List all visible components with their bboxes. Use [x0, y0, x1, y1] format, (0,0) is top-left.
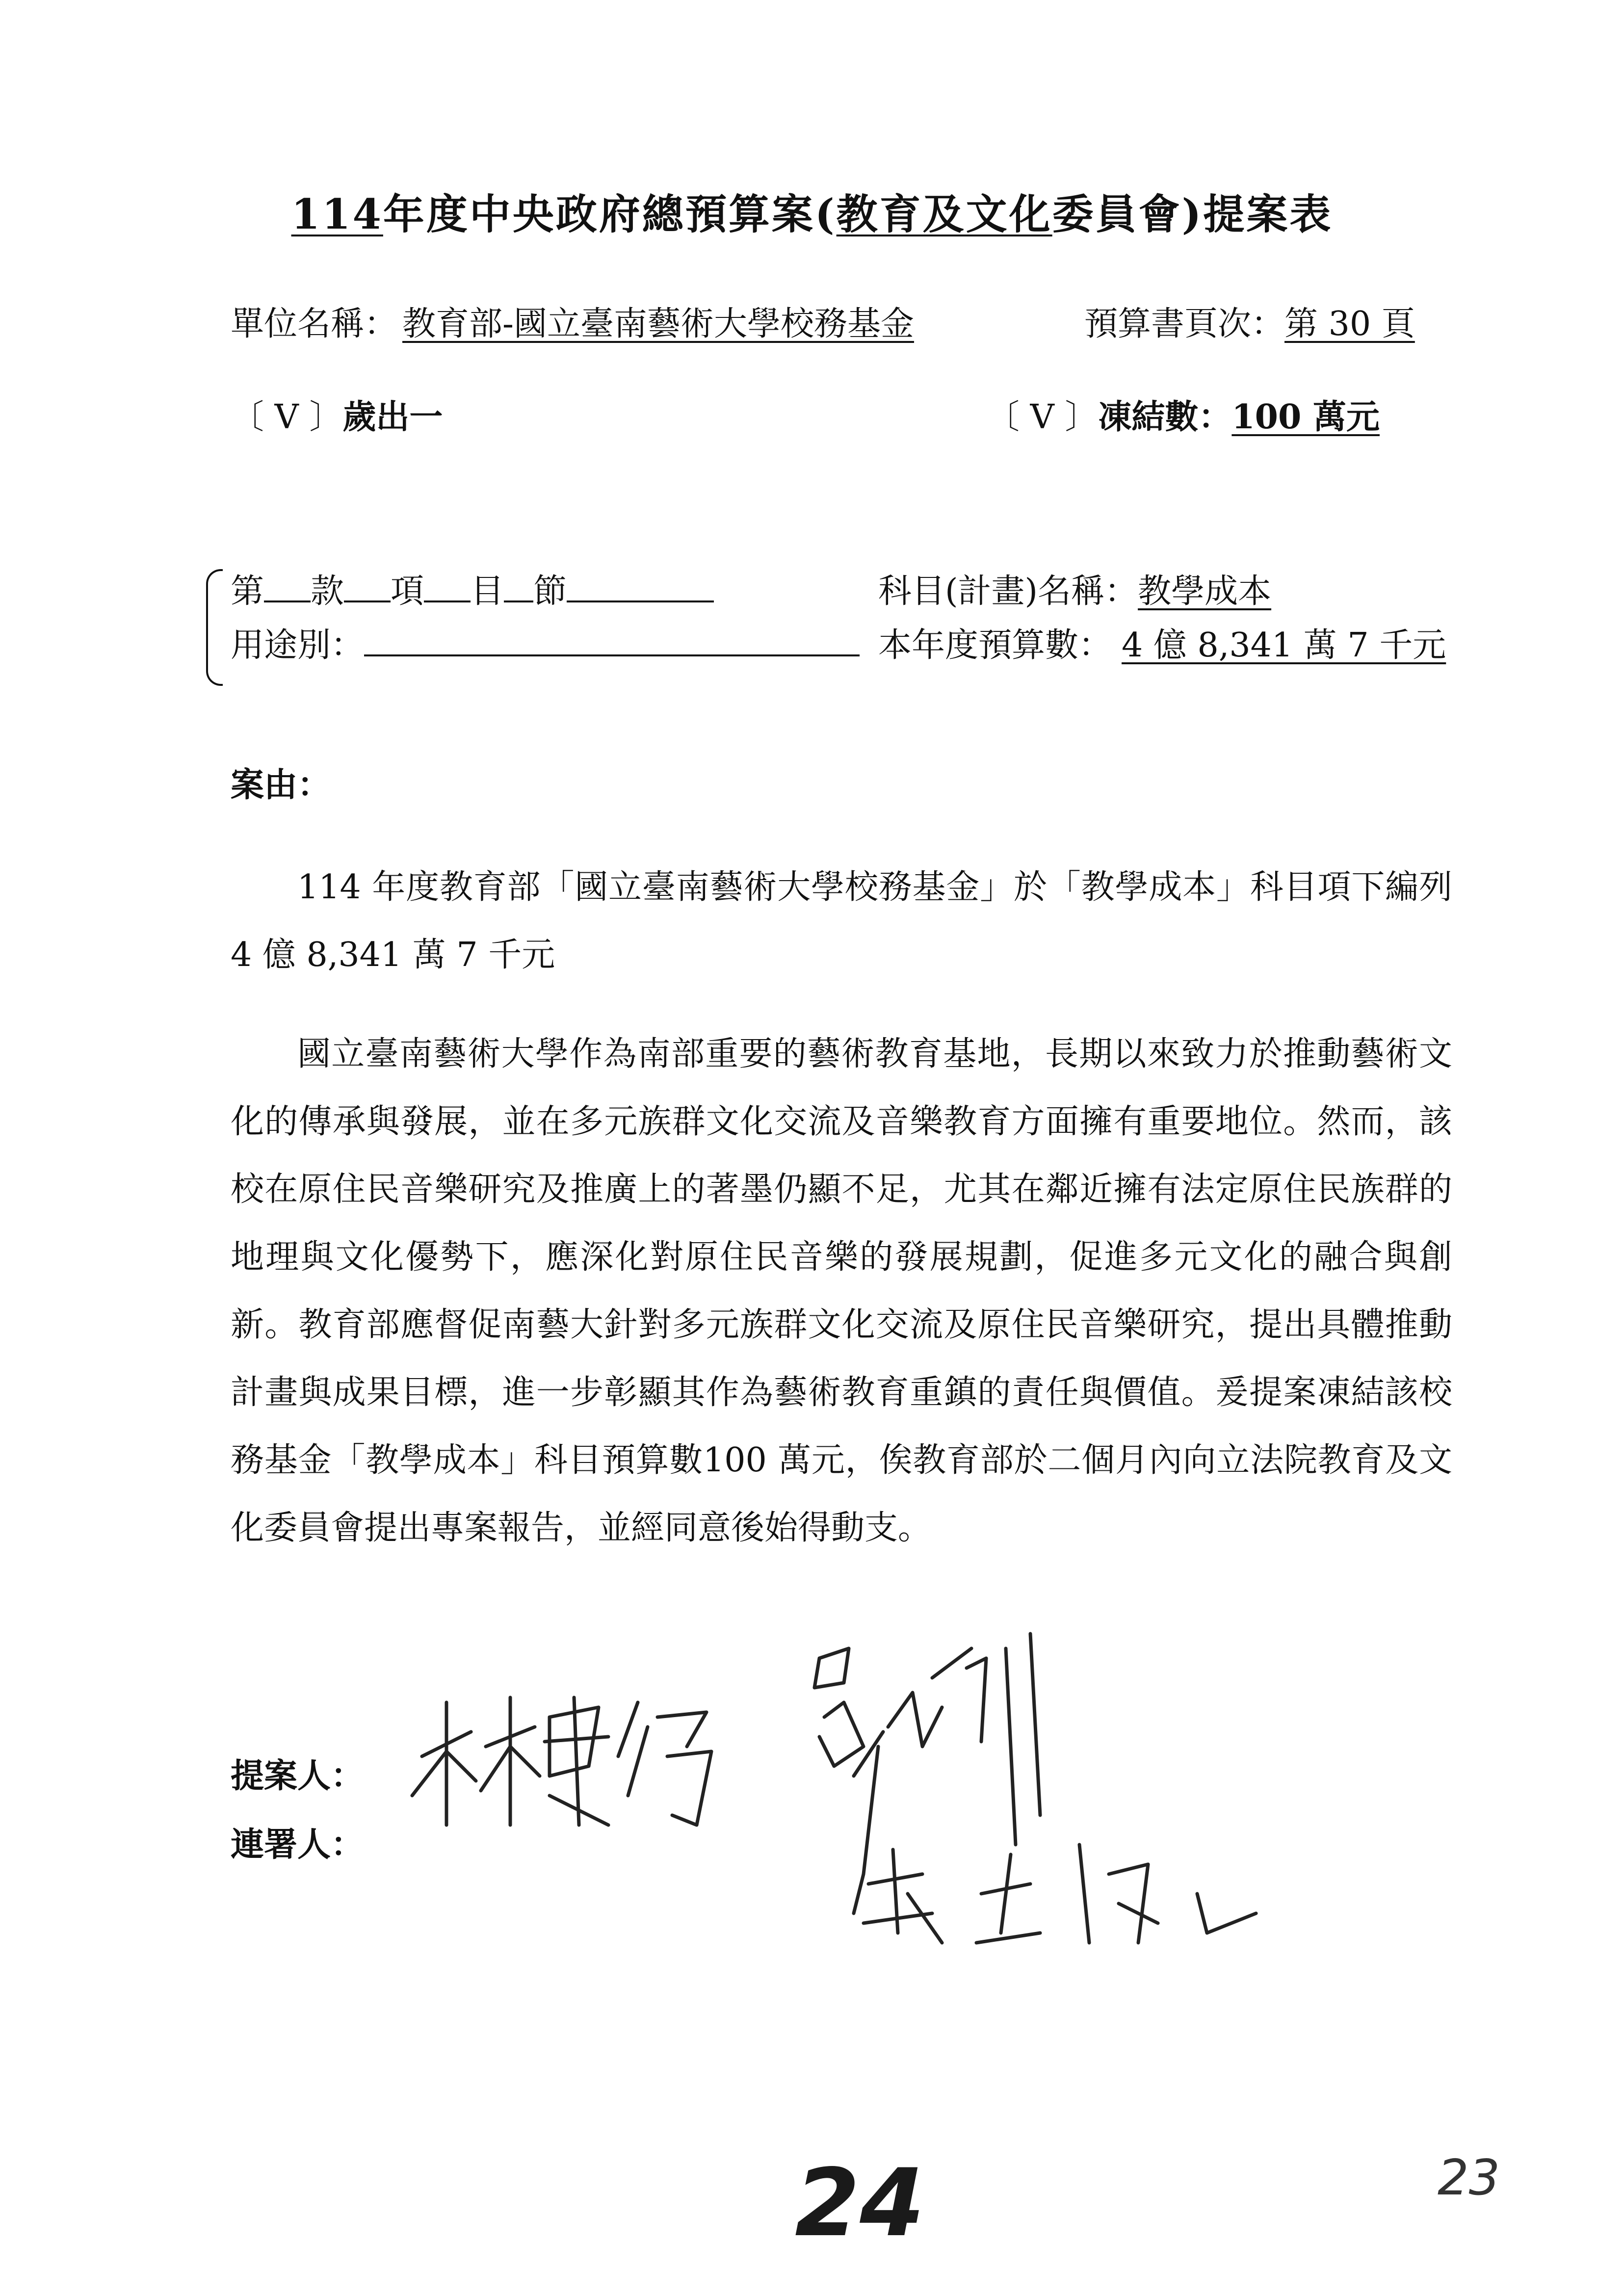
proposer-signature [412, 1697, 711, 1825]
handwritten-signatures [393, 1619, 1325, 1987]
unit-label: 單位名稱： [231, 305, 398, 343]
section-mu: 項 [391, 572, 424, 611]
section-blank [344, 600, 391, 602]
section-jie: 目 [471, 572, 504, 611]
section-blank [504, 600, 533, 602]
budget-value: 4 億 8,341 萬 7 千元 [1122, 626, 1446, 665]
usage-row [231, 626, 860, 666]
expenditure-flag [231, 397, 443, 438]
usage-label: 用途別： [231, 626, 365, 665]
unit-row [231, 304, 914, 344]
expenditure-checkbox: 〔 V 〕 [231, 398, 343, 437]
item-bracket [206, 569, 223, 686]
unit-value: 教育部-國立臺南藝術大學校務基金 [402, 305, 914, 343]
cosigner-label: 連署人： [231, 1825, 365, 1864]
freeze-flag [986, 397, 1452, 438]
reason-paragraph-1: 114 年度教育部「國立臺南藝術大學校務基金」於「教學成本」科目項下編列 4 億 8,341 萬 7 千元 [231, 868, 1452, 974]
proposer-label: 提案人： [231, 1756, 365, 1796]
budget-row [878, 626, 1446, 666]
freeze-label: 凍結數： [1098, 397, 1232, 437]
page-title [0, 182, 1624, 241]
handwritten-page-number: 24 [795, 2149, 925, 2257]
section-end: 節 [533, 572, 567, 611]
page-ref-row [1084, 304, 1415, 344]
budget-label: 本年度預算數： [878, 626, 1112, 665]
title-part1: 年度中央政府總預算案( [383, 190, 837, 238]
subject-value: 教學成本 [1138, 572, 1272, 611]
title-year: 114 [291, 190, 383, 238]
section-blank [567, 600, 714, 602]
title-part2: 委員會)提案表 [1052, 190, 1333, 238]
usage-blank [364, 654, 860, 656]
title-committee: 教育及文化 [836, 190, 1052, 238]
cosigner-signature-1 [814, 1634, 1040, 1913]
reason-paragraph-2: 國立臺南藝術大學作為南部重要的藝術教育基地，長期以來致力於推動藝術文化的傳承與發展，並在多元族群文化交流及音樂教育方面擁有重要地位。然而，該校在原住民音樂研究及推廣上的著墨仍顯不足，尤其在鄰近擁有法定原住民族群的地理與文化優勢下，應深化對原住民音樂的發展規劃，促進多元文化的融合與創新。教育部應督促南藝大針對多元族群文化交流及原住民音樂研究，提出具體推動計畫與成果目標，進一步彰顯其作為藝術教育重鎮的責任與價值。爰提案凍結該校務基金「教學成本」科目預算數100 萬元，俟教育部於二個月內向立法院教育及文化委員會提出專案報告，並經同意後始得動支。 [231, 1035, 1452, 1547]
handwritten-corner-number: 23 [1438, 2149, 1500, 2206]
page-ref-value: 第 30 頁 [1284, 305, 1415, 343]
cosigner-signature-2 [864, 1845, 1256, 1943]
reason-heading: 案由： [231, 765, 331, 805]
section-row [231, 572, 714, 612]
section-blank [264, 600, 311, 602]
freeze-checkbox: 〔 V 〕 [986, 398, 1099, 437]
subject-label: 科目(計畫)名稱： [878, 572, 1138, 611]
page-ref-label: 預算書頁次： [1084, 305, 1285, 343]
section-kuan: 第 [231, 572, 264, 611]
freeze-value: 100 萬元 [1231, 397, 1380, 437]
section-xiang: 款 [311, 572, 344, 611]
section-blank [424, 600, 471, 602]
expenditure-label: 歲出一 [342, 397, 443, 437]
subject-row [878, 572, 1413, 612]
